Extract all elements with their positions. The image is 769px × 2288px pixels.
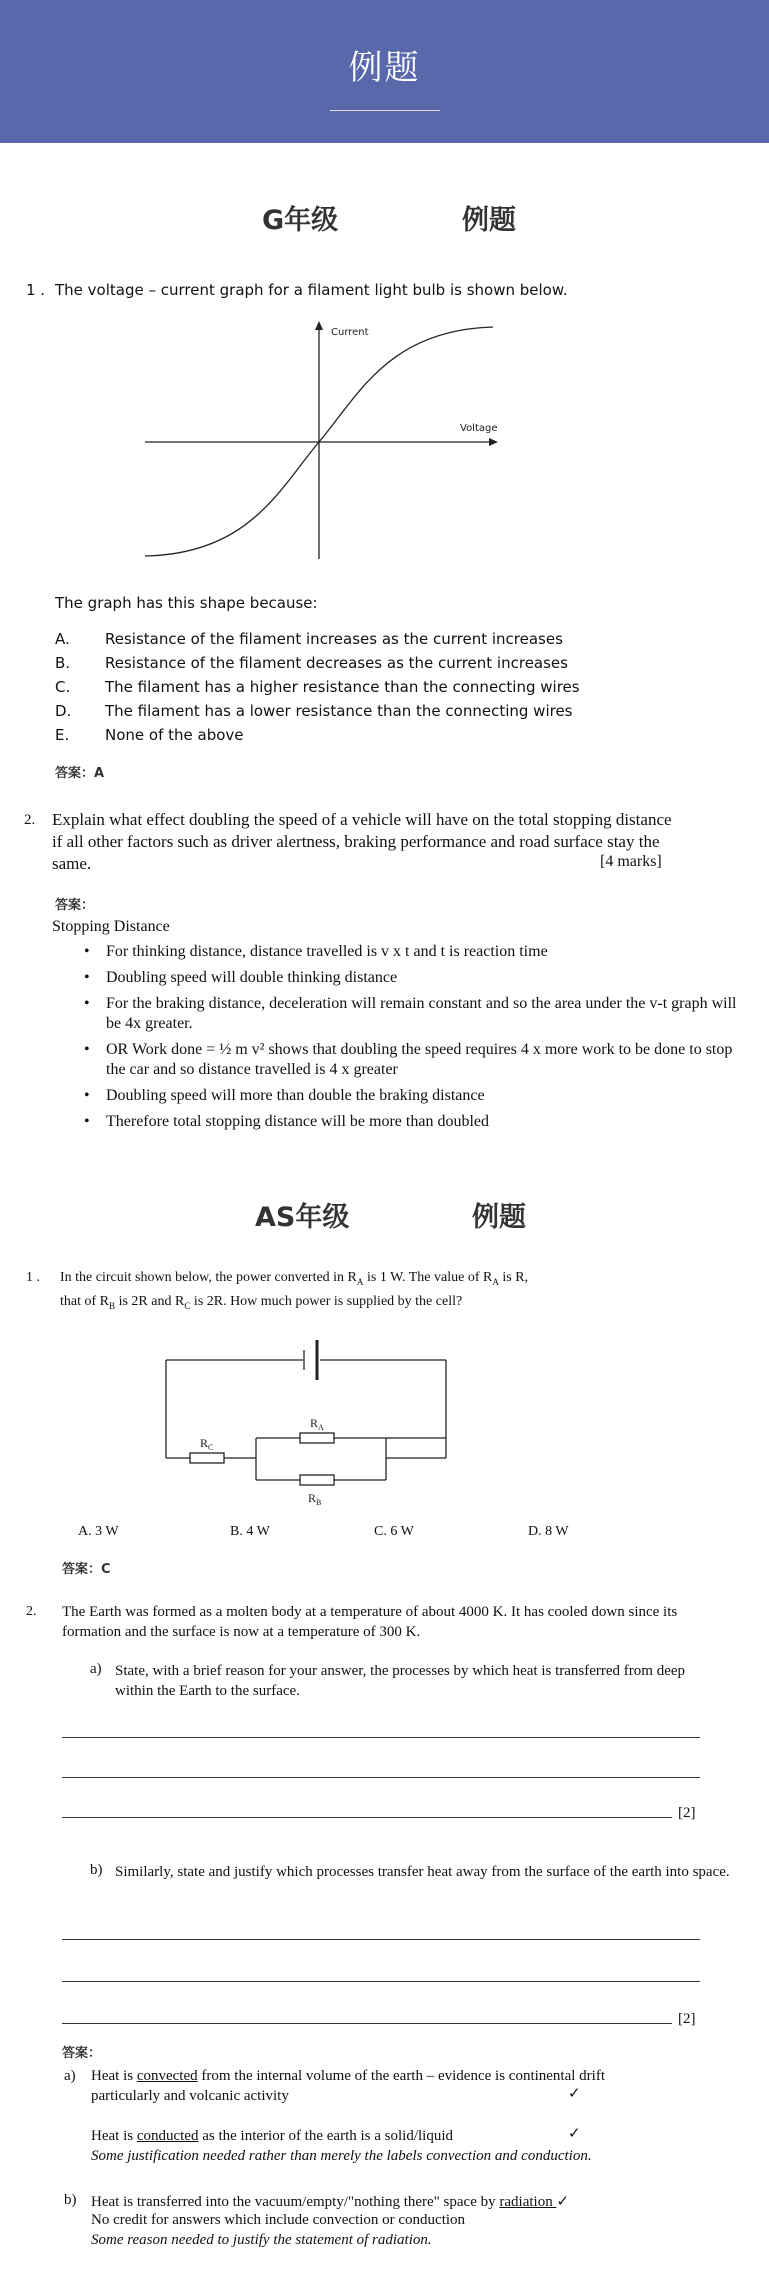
option: C. 6 W [374, 1524, 414, 1539]
answer-label: 答案：C [62, 1562, 111, 1577]
y-axis-label: Current [331, 327, 369, 338]
option-text: Resistance of the filament increases as the current increases [105, 630, 563, 648]
header-banner [0, 0, 769, 143]
question-number: 2. [24, 812, 36, 828]
list-item: • OR Work done = ½ m v² shows that doubling the speed requires 4 x more work to be done to stop the car and so distance travelled is 4 x greater [56, 1040, 738, 1080]
option-letter: E. [55, 726, 70, 744]
y-axis-arrow [315, 321, 323, 330]
option: B. 4 W [230, 1524, 270, 1539]
question-prompt: The Earth was formed as a molten body at a temperature of about 4000 K. It has cooled down since its formation and the surface is now at a temperature of 300 K. [62, 1604, 678, 1640]
answer-label: 答案： [55, 898, 95, 913]
title-underline [330, 110, 440, 111]
tick-icon: ✓ [568, 2126, 581, 2142]
list-item: • For thinking distance, distance travelled is v x t and t is reaction time [56, 942, 738, 962]
option-letter: A. [55, 630, 70, 648]
voltage-current-graph [140, 318, 500, 568]
answer-label: 答案： [62, 2046, 102, 2061]
label-rc: $R_C$ [200, 1436, 214, 1452]
answer-part-label: b) [64, 2192, 77, 2208]
answer-label: 答案：A [55, 766, 105, 781]
answer-note: Some reason needed to justify the statement of radiation. [91, 2232, 432, 2248]
section-heading-title-g: 例题 [462, 205, 516, 236]
x-axis-label: Voltage [460, 423, 498, 434]
part-label: b) [90, 1862, 103, 1878]
label-rb: $R_B$ [308, 1491, 322, 1507]
answer-subheading: Stopping Distance [52, 918, 170, 935]
resistor-ra [300, 1433, 334, 1443]
section-heading-grade-g: G年级 [262, 205, 339, 236]
answer-line [62, 1777, 700, 1778]
answer-line [62, 1817, 672, 1818]
answer-text: No credit for answers which include convection or conduction [91, 2212, 466, 2228]
answer-text: Heat is transferred into the vacuum/empty/"nothing there" space by radiation ✓ [91, 2194, 570, 2210]
part-text: Similarly, state and justify which processes transfer heat away from the surface of the earth into space. [115, 1864, 730, 1880]
question-prompt: Explain what effect doubling the speed of a vehicle will have on the total stopping distance if all other factors such as driver alertness, braking performance and road surface stay the same. [52, 810, 672, 873]
option-letter: B. [55, 654, 71, 672]
list-item: • Therefore total stopping distance will be more than doubled [56, 1112, 738, 1132]
part-text: State, with a brief reason for your answer, the processes by which heat is transferred from deep within the Earth to the surface. [115, 1663, 686, 1699]
question-prompt: In the circuit shown below, the power converted in $R_A$ is 1 W. The value of $R_A$ is R, that of $R_B$ is 2R and $R_C$ is 2R. How much power is supplied by the cell? [60, 1270, 529, 1311]
part-marks: [2] [678, 1805, 696, 1821]
list-item: • Doubling speed will more than double the braking distance [56, 1086, 738, 1106]
answer-line [62, 1939, 700, 1940]
circuit-diagram [160, 1328, 460, 1508]
answer-bullet-list [56, 942, 738, 1138]
options-lead: The graph has this shape because: [55, 594, 318, 612]
section-heading-grade-as: AS年级 [255, 1202, 350, 1233]
question-number: 1 . [26, 281, 46, 299]
tick-icon: ✓ [568, 2086, 581, 2102]
option: D. 8 W [528, 1524, 569, 1539]
question-prompt: The voltage – current graph for a filament light bulb is shown below. [55, 281, 568, 299]
list-item: • For the braking distance, deceleration will remain constant and so the area under the v-t graph will be 4x greater. [56, 994, 738, 1034]
list-item: • Doubling speed will double thinking distance [56, 968, 738, 988]
option-text: The filament has a higher resistance than the connecting wires [105, 678, 580, 696]
question-marks: [4 marks] [600, 853, 662, 870]
part-label: a) [90, 1661, 102, 1677]
option-letter: D. [55, 702, 72, 720]
answer-text: particularly and volcanic activity [91, 2088, 289, 2104]
answer-note: Some justification needed rather than merely the labels convection and conduction. [91, 2148, 592, 2164]
answer-line [62, 1981, 700, 1982]
option-text: Resistance of the filament decreases as the current increases [105, 654, 568, 672]
answer-text: Heat is conducted as the interior of the earth is a solid/liquid [91, 2128, 453, 2144]
option-letter: C. [55, 678, 71, 696]
answer-line [62, 2023, 672, 2024]
option-text: The filament has a lower resistance than the connecting wires [105, 702, 573, 720]
question-number: 1 . [26, 1270, 40, 1285]
x-axis-arrow [489, 438, 498, 446]
page-title: 例题 [348, 48, 421, 88]
question-number: 2. [26, 1604, 37, 1619]
part-marks: [2] [678, 2011, 696, 2027]
option-text: None of the above [105, 726, 244, 744]
resistor-rb [300, 1475, 334, 1485]
answer-text: Heat is convected from the internal volume of the earth – evidence is continental drift [91, 2068, 605, 2084]
tick-icon: ✓ [556, 2194, 570, 2210]
label-ra: $R_A$ [310, 1416, 324, 1432]
section-heading-title-as: 例题 [472, 1202, 526, 1233]
resistor-rc [190, 1453, 224, 1463]
option: A. 3 W [78, 1524, 119, 1539]
answer-line [62, 1737, 700, 1738]
answer-part-label: a) [64, 2068, 76, 2084]
